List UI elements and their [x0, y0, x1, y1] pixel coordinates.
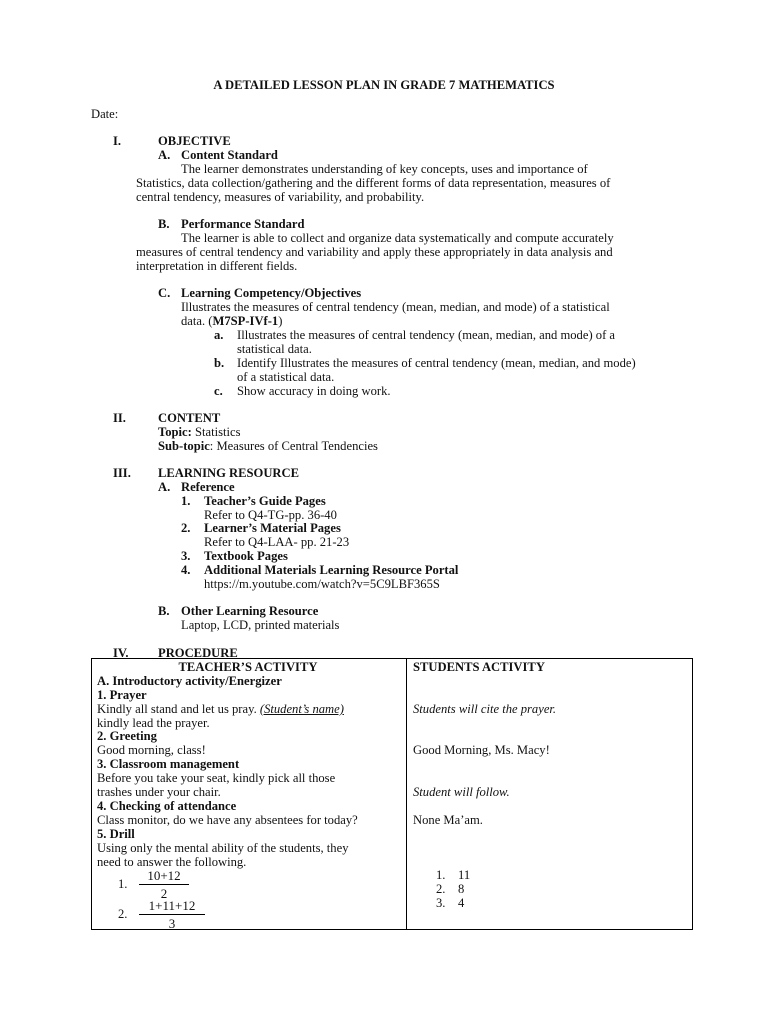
procedure-heading: PROCEDURE — [158, 646, 238, 660]
reference-item-detail: Refer to Q4-LAA- pp. 21-23 — [204, 535, 350, 549]
drill-answer-num: 3. — [436, 896, 446, 910]
greeting-heading: 2. Greeting — [97, 729, 157, 743]
content-standard-line: The learner demonstrates understanding of key concepts, uses and importance of — [181, 162, 588, 176]
content-standard-line: central tendency, measures of variability, and probability. — [136, 190, 425, 204]
objective-item-line: Illustrates the measures of central tendency (mean, median, and mode) of a — [237, 328, 616, 342]
other-resource-detail: Laptop, LCD, printed materials — [181, 618, 340, 632]
resource-portal-link[interactable]: https://m.youtube.com/watch?v=5C9LBF365S — [204, 577, 440, 591]
drill-problem-num: 2. — [118, 907, 128, 921]
reference-item-heading: Additional Materials Learning Resource Portal — [204, 563, 459, 577]
competency-line: Illustrates the measures of central tendency (mean, median, and mode) of a statistical — [181, 300, 610, 314]
objective-item-letter: c. — [214, 384, 223, 398]
objective-item-letter: b. — [214, 356, 225, 370]
reference-letter: A. — [158, 480, 171, 494]
prayer-line-2: kindly lead the prayer. — [97, 716, 210, 730]
content-standard-letter: A. — [158, 148, 171, 162]
teacher-activity-header: TEACHER’S ACTIVITY — [178, 660, 318, 674]
drill-answer-value: 4 — [458, 896, 465, 910]
student-activity-header: STUDENTS ACTIVITY — [413, 660, 545, 674]
other-resource-heading: Other Learning Resource — [181, 604, 319, 618]
date-label: Date: — [91, 107, 119, 121]
reference-heading: Reference — [181, 480, 235, 494]
topic-value: Statistics — [194, 425, 241, 439]
subtopic-line — [158, 439, 378, 453]
other-resource-letter: B. — [158, 604, 170, 618]
reference-item-detail: Refer to Q4-TG-pp. 36-40 — [204, 508, 337, 522]
competency-code: M7SP-IVf-1 — [212, 314, 279, 328]
reference-item-num: 3. — [181, 549, 191, 563]
resource-numeral: III. — [113, 466, 131, 480]
prayer-response: Students will cite the prayer. — [413, 702, 557, 716]
attendance-response: None Ma’am. — [413, 813, 483, 827]
content-numeral: II. — [113, 411, 126, 425]
competency-line-2 — [181, 314, 282, 328]
reference-item-num: 4. — [181, 563, 191, 577]
student-name-placeholder: (Student’s name) — [259, 702, 344, 716]
drill-answer-value: 8 — [458, 882, 465, 896]
performance-standard-letter: B. — [158, 217, 170, 231]
classroom-line: Before you take your seat, kindly pick all those — [97, 771, 336, 785]
table-column-divider — [406, 659, 407, 929]
drill-answer-num: 1. — [436, 868, 446, 882]
drill-answer-num: 2. — [436, 882, 446, 896]
drill-line-2: need to answer the following. — [97, 855, 247, 869]
drill-answer-value: 11 — [458, 868, 471, 882]
drill-heading: 5. Drill — [97, 827, 135, 841]
objective-item-letter: a. — [214, 328, 224, 342]
fraction-numerator: 10+12 — [147, 868, 181, 883]
prayer-line — [97, 702, 344, 716]
objective-item-line: statistical data. — [237, 342, 312, 356]
performance-standard-heading: Performance Standard — [181, 217, 305, 231]
attendance-line: Class monitor, do we have any absentees for today? — [97, 813, 358, 827]
fraction-numerator: 1+11+12 — [148, 898, 196, 913]
drill-problem-num: 1. — [118, 877, 128, 891]
content-standard-heading: Content Standard — [181, 148, 278, 162]
resource-heading: LEARNING RESOURCE — [158, 466, 300, 480]
fraction-denominator: 3 — [168, 916, 176, 931]
competency-letter: C. — [158, 286, 171, 300]
objective-item-line: of a statistical data. — [237, 370, 335, 384]
topic-label: Topic: — [158, 425, 192, 439]
topic-line — [158, 425, 240, 439]
fraction-bar — [139, 914, 205, 915]
classroom-line-2: trashes under your chair. — [97, 785, 221, 799]
prayer-text: Kindly all stand and let us pray. — [97, 702, 260, 716]
drill-problem-fraction — [139, 898, 205, 931]
fraction-denominator: 2 — [160, 886, 168, 901]
reference-item-heading: Learner’s Material Pages — [204, 521, 341, 535]
classroom-heading: 3. Classroom management — [97, 757, 240, 771]
subtopic-value: : Measures of Central Tendencies — [209, 439, 378, 453]
competency-heading: Learning Competency/Objectives — [181, 286, 362, 300]
objective-item-line: Identify Illustrates the measures of central tendency (mean, median, and mode) — [237, 356, 636, 370]
greeting-response: Good Morning, Ms. Macy! — [413, 743, 550, 757]
performance-standard-line: interpretation in different fields. — [136, 259, 298, 273]
document-title: A DETAILED LESSON PLAN IN GRADE 7 MATHEMATICS — [213, 78, 555, 92]
prayer-heading: 1. Prayer — [97, 688, 147, 702]
greeting-line: Good morning, class! — [97, 743, 206, 757]
competency-line-prefix: data. ( — [181, 314, 213, 328]
competency-line-suffix: ) — [278, 314, 283, 328]
procedure-numeral: IV. — [113, 646, 129, 660]
classroom-response: Student will follow. — [413, 785, 510, 799]
objective-item-line: Show accuracy in doing work. — [237, 384, 391, 398]
objective-heading: OBJECTIVE — [158, 134, 231, 148]
drill-line: Using only the mental ability of the students, they — [97, 841, 349, 855]
subtopic-label: Sub-topic — [158, 439, 210, 453]
performance-standard-line: measures of central tendency and variability and apply these appropriately in data analysis and — [136, 245, 613, 259]
reference-item-num: 2. — [181, 521, 191, 535]
fraction-bar — [139, 884, 189, 885]
objective-numeral: I. — [113, 134, 122, 148]
performance-standard-line: The learner is able to collect and organize data systematically and compute accurately — [181, 231, 614, 245]
drill-problem-fraction — [139, 868, 189, 901]
content-standard-line: Statistics, data collection/gathering and the different forms of data representation, measures of — [136, 176, 611, 190]
reference-item-heading: Textbook Pages — [204, 549, 288, 563]
attendance-heading: 4. Checking of attendance — [97, 799, 237, 813]
intro-activity-heading: A. Introductory activity/Energizer — [97, 674, 282, 688]
reference-item-num: 1. — [181, 494, 191, 508]
reference-item-heading: Teacher’s Guide Pages — [204, 494, 326, 508]
content-heading: CONTENT — [158, 411, 221, 425]
